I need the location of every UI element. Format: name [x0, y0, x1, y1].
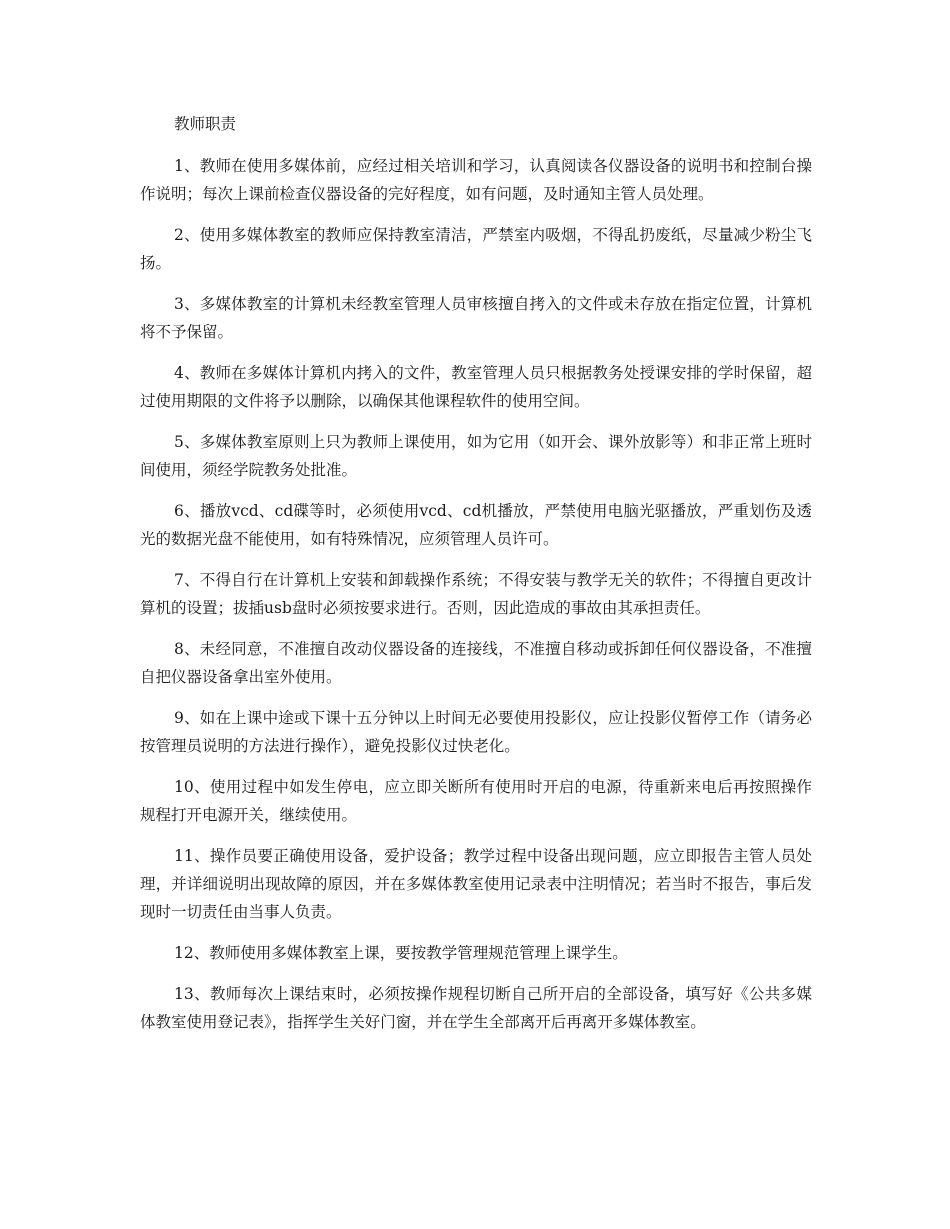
paragraph-8: 8、未经同意，不准擅自改动仪器设备的连接线，不准擅自移动或拆卸任何仪器设备，不准擅自把仪器设备拿出室外使用。 [140, 640, 812, 686]
paragraph-10: 10、使用过程中如发生停电，应立即关断所有使用时开启的电源，待重新来电后再按照操作规程打开电源开关，继续使用。 [140, 778, 812, 824]
document-page [140, 110, 812, 1049]
paragraph-4: 4、教师在多媒体计算机内拷入的文件，教室管理人员只根据教务处授课安排的学时保留，超过使用期限的文件将予以删除，以确保其他课程软件的使用空间。 [140, 364, 812, 410]
paragraph-2: 2、使用多媒体教室的教师应保持教室清洁，严禁室内吸烟，不得乱扔废纸，尽量减少粉尘飞扬。 [140, 226, 812, 272]
paragraph-9: 9、如在上课中途或下课十五分钟以上时间无必要使用投影仪，应让投影仪暂停工作（请务必按管理员说明的方法进行操作），避免投影仪过快老化。 [140, 709, 812, 755]
paragraph-6: 6、播放vcd、cd碟等时，必须使用vcd、cd机播放，严禁使用电脑光驱播放，严重划伤及透光的数据光盘不能使用，如有特殊情况，应须管理人员许可。 [140, 502, 812, 548]
paragraph-12: 12、教师使用多媒体教室上课，要按教学管理规范管理上课学生。 [174, 944, 628, 962]
paragraph-13: 13、教师每次上课结束时，必须按操作规程切断自己所开启的全部设备，填写好《公共多媒体教室使用登记表》，指挥学生关好门窗，并在学生全部离开后再离开多媒体教室。 [140, 985, 812, 1031]
paragraph-5: 5、多媒体教室原则上只为教师上课使用，如为它用（如开会、课外放影等）和非正常上班时间使用，须经学院教务处批准。 [140, 433, 812, 479]
paragraph-7: 7、不得自行在计算机上安装和卸载操作系统；不得安装与教学无关的软件；不得擅自更改计算机的设置；拔插usb盘时必须按要求进行。否则，因此造成的事故由其承担责任。 [140, 571, 812, 617]
paragraph-3: 3、多媒体教室的计算机未经教室管理人员审核擅自拷入的文件或未存放在指定位置，计算机将不予保留。 [140, 295, 812, 341]
paragraph-1: 1、教师在使用多媒体前，应经过相关培训和学习，认真阅读各仪器设备的说明书和控制台操作说明；每次上课前检查仪器设备的完好程度，如有问题，及时通知主管人员处理。 [140, 157, 812, 203]
paragraph-11: 11、操作员要正确使用设备，爱护设备；教学过程中设备出现问题，应立即报告主管人员处理，并详细说明出现故障的原因，并在多媒体教室使用记录表中注明情况；若当时不报告，事后发现时一切责任由当事人负责。 [140, 847, 812, 921]
document-title: 教师职责 [174, 115, 237, 133]
